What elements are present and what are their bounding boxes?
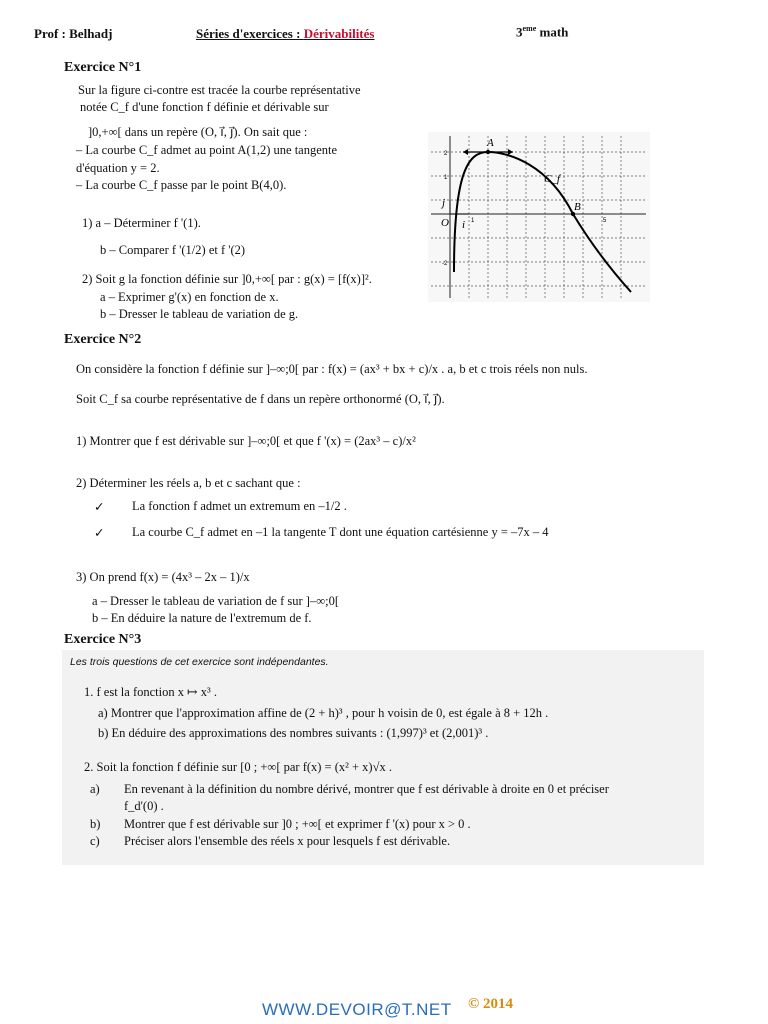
ex2-line-1: Soit C_f sa courbe représentative de f dans un repère orthonormé (O, i⃗, j⃗). <box>76 392 445 406</box>
ex2-line-2: 1) Montrer que f est dérivable sur ]–∞;0[ et que f '(x) = (2ax³ – c)/x² <box>76 434 416 448</box>
check-icon: ✓ <box>94 500 105 514</box>
ytick-m2: -2 <box>442 261 448 267</box>
label-cf: C_f <box>544 173 560 185</box>
prof-name: Belhadj <box>69 26 113 41</box>
ex1-title: Exercice N°1 <box>64 60 142 75</box>
ex2-line-8: b – En déduire la nature de l'extremum de f. <box>92 611 312 625</box>
xtick-5: 5 <box>603 218 607 224</box>
ex2-line-0: On considère la fonction f définie sur ]–∞;0[ par : f(x) = (ax³ + bx + c)/x . a, b et c trois réels non nuls. <box>76 362 588 376</box>
ex1-line-4: d'équation y = 2. <box>76 161 160 175</box>
ex2-line-5: La courbe C_f admet en –1 la tangente T dont une équation cartésienne y = –7x – 4 <box>132 525 549 539</box>
footer-url[interactable]: WWW.DEVOIR@T.NET <box>262 1000 452 1019</box>
ex3-intro: Les trois questions de cet exercice sont indépendantes. <box>70 656 329 668</box>
ex1-line-10: b – Dresser le tableau de variation de g. <box>100 307 299 321</box>
ex3-panel <box>62 650 704 865</box>
ex3-line-3: b) En déduire des approximations des nombres suivants : (1,997)³ et (2,001)³ . <box>98 726 489 740</box>
ex2-line-3: 2) Déterminer les réels a, b et c sachant que : <box>76 476 301 490</box>
level-num: 3 <box>516 24 523 40</box>
header-series <box>196 26 374 42</box>
ex1-line-7: b – Comparer f '(1/2) et f '(2) <box>100 243 246 257</box>
ex1-line-1: notée C_f d'une fonction f définie et dérivable sur <box>80 100 329 114</box>
point-a <box>486 150 490 154</box>
ex3-line-9: Montrer que f est dérivable sur ]0 ; +∞[ et exprimer f '(x) pour x > 0 . <box>124 817 471 831</box>
ex2-check-2 <box>94 525 104 541</box>
ex3-line-1: 1. f est la fonction x ↦ x³ . <box>84 685 217 699</box>
header-prof <box>34 26 112 42</box>
label-o: O <box>441 217 449 229</box>
footer-copyright: © 2014 <box>468 996 513 1012</box>
ytick-1: 1 <box>444 175 448 181</box>
ex1-line-6: 1) a – Déterminer f '(1). <box>82 216 201 230</box>
level-sup: eme <box>522 24 537 33</box>
ex2-line-7: a – Dresser le tableau de variation de f sur ]–∞;0[ <box>92 594 340 608</box>
ex3-title: Exercice N°3 <box>64 632 142 647</box>
series-topic: Dérivabilités <box>303 26 375 41</box>
ex1-line-9: a – Exprimer g'(x) en fonction de x. <box>100 290 279 304</box>
ex2-title: Exercice N°2 <box>64 332 142 347</box>
series-label: Séries d'exercices : <box>196 26 301 41</box>
ex1-line-8: 2) Soit g la fonction définie sur ]0,+∞[ par : g(x) = [f(x)]². <box>82 272 372 286</box>
ex1-line-2: ]0,+∞[ dans un repère (O, i⃗, j⃗). On sait que : <box>88 125 308 139</box>
xtick-1: 1 <box>471 218 475 224</box>
ex3-line-6: En revenant à la définition du nombre dérivé, montrer que f est dérivable à droite en 0 et préciser <box>124 782 609 796</box>
ex1-line-0: Sur la figure ci-contre est tracée la courbe représentative <box>78 83 361 97</box>
ex3-line-2: a) Montrer que l'approximation affine de (2 + h)³ , pour h voisin de 0, est égale à 8 + 12h . <box>98 706 549 720</box>
ex3-line-4: 2. Soit la fonction f définie sur [0 ; +∞[ par f(x) = (x² + x)√x . <box>84 760 392 774</box>
level-rest: math <box>539 24 569 40</box>
ex1-graph <box>428 132 650 302</box>
ytick-2: 2 <box>444 151 448 157</box>
ex1-line-3: – La courbe C_f admet au point A(1,2) une tangente <box>76 143 338 157</box>
ex2-check-1 <box>94 499 104 515</box>
prof-label: Prof : <box>34 26 66 41</box>
label-b: B <box>574 201 581 213</box>
ex3-label-a: a) <box>90 782 100 796</box>
check-icon: ✓ <box>94 526 105 540</box>
label-a: A <box>487 137 494 149</box>
ex1-line-5: – La courbe C_f passe par le point B(4,0). <box>76 178 287 192</box>
label-j: j <box>442 197 446 209</box>
ex3-line-7: f_d'(0) . <box>124 799 164 813</box>
label-i: i <box>462 219 466 231</box>
header-level <box>516 24 568 40</box>
ex2-line-6: 3) On prend f(x) = (4x³ – 2x – 1)/x <box>76 570 250 584</box>
ex3-label-b: b) <box>90 817 101 831</box>
ex3-line-11: Préciser alors l'ensemble des réels x pour lesquels f est dérivable. <box>124 834 451 848</box>
ex3-label-c: c) <box>90 834 100 848</box>
ex2-line-4: La fonction f admet un extremum en –1/2 . <box>132 499 347 513</box>
